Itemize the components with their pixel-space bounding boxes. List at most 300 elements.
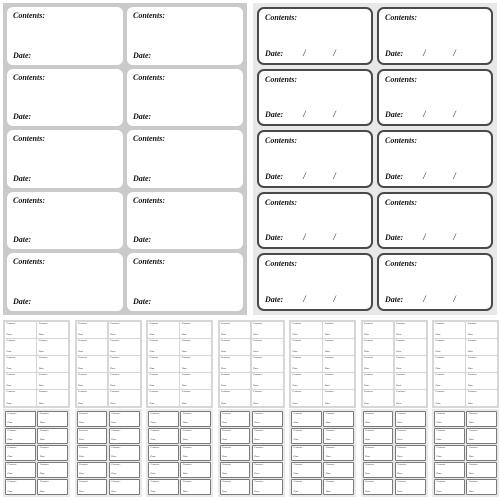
thumbnail-date-label: Date:	[396, 384, 402, 388]
thumbnail-contents-label: Contents:	[181, 373, 192, 377]
thumbnail-contents-label: Contents:	[365, 412, 375, 415]
thumbnail-date-label: Date:	[365, 489, 371, 493]
thumbnail-label	[323, 373, 354, 389]
thumbnail-contents-label: Contents:	[150, 429, 160, 433]
thumbnail-label	[395, 462, 426, 478]
thumbnail-contents-label: Contents:	[293, 412, 303, 415]
thumbnail-label	[466, 390, 497, 406]
thumbnail-sheet	[289, 409, 356, 497]
thumbnail-contents-label: Contents:	[221, 339, 231, 343]
thumbnail-contents-label: Contents:	[221, 356, 231, 360]
thumbnail-date-label: Date:	[436, 438, 442, 442]
label-box	[7, 253, 123, 311]
thumbnail-label	[77, 356, 108, 372]
thumbnail-date-label: Date:	[435, 333, 441, 337]
thumbnail-contents-label: Contents:	[39, 412, 50, 415]
thumbnail-date-label: Date:	[253, 367, 259, 371]
thumbnail-date-label: Date:	[467, 384, 474, 388]
contents-label: Contents:	[13, 72, 46, 82]
thumbnail-label	[109, 356, 140, 372]
thumbnail-contents-label: Contents:	[396, 390, 406, 394]
thumbnail-label	[252, 339, 283, 355]
thumbnail-date-label: Date:	[324, 367, 331, 371]
thumbnail-contents-label: Contents:	[467, 339, 478, 343]
date-slash: /	[333, 170, 336, 181]
thumbnail-date-label: Date:	[182, 489, 189, 493]
thumbnail-contents-label: Contents:	[364, 356, 374, 360]
thumbnail-label	[363, 356, 394, 372]
label-box	[377, 130, 493, 188]
thumbnail-date-label: Date:	[150, 489, 156, 493]
thumbnail-label	[77, 411, 108, 427]
thumbnail-label	[323, 445, 354, 461]
thumbnail-date-label: Date:	[468, 455, 475, 459]
thumbnail-contents-label: Contents:	[182, 429, 193, 433]
thumbnail-date-label: Date:	[182, 472, 189, 476]
thumbnail-label	[5, 479, 36, 495]
thumbnail-date-label: Date:	[111, 489, 117, 493]
contents-label: Contents:	[385, 74, 418, 84]
thumbnail-date-label: Date:	[221, 384, 227, 388]
thumbnail-date-label: Date:	[435, 350, 441, 354]
thumbnail-label	[37, 390, 68, 406]
thumbnail-contents-label: Contents:	[397, 480, 407, 484]
thumbnail-label	[37, 479, 68, 495]
date-slash: /	[303, 47, 306, 58]
thumbnail-label	[180, 356, 211, 372]
label-box	[377, 192, 493, 250]
label-box	[127, 192, 243, 250]
date-slash: /	[423, 47, 426, 58]
thumbnail-date-label: Date:	[435, 367, 441, 371]
thumbnail-label	[148, 428, 179, 444]
thumbnail-date-label: Date:	[397, 472, 403, 476]
thumbnail-label	[5, 445, 36, 461]
contents-label: Contents:	[13, 257, 46, 267]
thumbnail-contents-label: Contents:	[110, 356, 120, 360]
thumbnail-label	[5, 411, 36, 427]
thumbnail-date-label: Date:	[38, 401, 45, 405]
thumbnail-label	[109, 322, 140, 338]
date-label: Date:	[385, 171, 404, 181]
thumbnail-contents-label: Contents:	[467, 322, 478, 325]
thumbnail-contents-label: Contents:	[38, 356, 49, 360]
thumbnail-label	[291, 390, 322, 406]
thumbnail-date-label: Date:	[467, 333, 474, 337]
thumbnail-date-label: Date:	[111, 455, 117, 459]
thumbnail-label	[466, 339, 497, 355]
thumbnail-date-label: Date:	[222, 489, 228, 493]
thumbnail-sheet	[146, 409, 213, 497]
thumbnail-date-label: Date:	[253, 384, 259, 388]
thumbnail-sheet	[3, 409, 70, 497]
thumbnail-label	[37, 373, 68, 389]
thumbnail-label	[395, 322, 426, 338]
label-box	[257, 253, 373, 311]
thumbnail-contents-label: Contents:	[292, 322, 302, 325]
thumbnail-label	[77, 373, 108, 389]
thumbnail-label	[434, 390, 465, 406]
thumbnail-label	[37, 428, 68, 444]
thumbnail-date-label: Date:	[111, 472, 117, 476]
date-slash: /	[303, 109, 306, 120]
thumbnail-label	[466, 479, 497, 495]
thumbnail-label	[363, 462, 394, 478]
thumbnail-contents-label: Contents:	[182, 463, 193, 467]
thumbnail-contents-label: Contents:	[149, 339, 159, 343]
thumbnail-contents-label: Contents:	[468, 429, 479, 433]
thumbnail-contents-label: Contents:	[7, 480, 17, 484]
thumbnail-date-label: Date:	[253, 333, 259, 337]
thumbnail-contents-label: Contents:	[149, 373, 159, 377]
thumbnail-date-label: Date:	[324, 350, 331, 354]
thumbnail-date-label: Date:	[364, 350, 370, 354]
thumbnail-label	[363, 428, 394, 444]
date-label: Date:	[133, 112, 152, 122]
thumbnail-date-label: Date:	[293, 455, 299, 459]
thumbnail-contents-label: Contents:	[78, 390, 88, 394]
thumbnail-date-label: Date:	[110, 384, 116, 388]
thumbnail-label	[220, 373, 251, 389]
date-label: Date:	[13, 173, 32, 183]
thumbnail-contents-label: Contents:	[365, 480, 375, 484]
thumbnail-label	[220, 445, 251, 461]
thumbnail-sheet	[361, 409, 428, 497]
thumbnail-contents-label: Contents:	[78, 356, 88, 360]
thumbnail-contents-label: Contents:	[292, 390, 302, 394]
thumbnail-date-label: Date:	[7, 472, 13, 476]
contents-label: Contents:	[133, 134, 166, 144]
thumbnail-contents-label: Contents:	[397, 463, 407, 467]
thumbnail-date-label: Date:	[325, 472, 332, 476]
thumbnail-contents-label: Contents:	[254, 480, 264, 484]
thumbnail-label	[466, 445, 497, 461]
thumbnail-label	[109, 479, 140, 495]
thumbnail-contents-label: Contents:	[396, 339, 406, 343]
thumbnail-label	[180, 339, 211, 355]
contents-label: Contents:	[385, 13, 418, 22]
thumbnail-label	[466, 356, 497, 372]
thumbnail-label	[77, 322, 108, 338]
thumbnail-sheet	[432, 320, 499, 408]
date-label: Date:	[13, 235, 32, 245]
contents-label: Contents:	[385, 259, 418, 269]
thumbnail-label	[395, 479, 426, 495]
thumbnail-label	[37, 462, 68, 478]
thumbnail-contents-label: Contents:	[397, 446, 407, 450]
thumbnail-contents-label: Contents:	[293, 429, 303, 433]
thumbnail-contents-label: Contents:	[150, 412, 160, 415]
sheet-plain-labels	[3, 3, 247, 315]
thumbnail-label	[434, 479, 465, 495]
date-label: Date:	[265, 48, 284, 58]
thumbnail-date-label: Date:	[78, 401, 84, 405]
contents-label: Contents:	[265, 74, 298, 84]
date-label: Date:	[265, 233, 284, 243]
thumbnail-sheet	[75, 320, 142, 408]
thumbnail-label	[466, 462, 497, 478]
date-label: Date:	[265, 110, 284, 120]
date-slash: /	[453, 293, 456, 304]
thumbnail-contents-label: Contents:	[181, 339, 192, 343]
thumbnail-date-label: Date:	[149, 350, 155, 354]
thumbnail-contents-label: Contents:	[364, 339, 374, 343]
thumbnail-contents-label: Contents:	[111, 480, 121, 484]
thumbnail-date-label: Date:	[78, 367, 84, 371]
thumbnail-date-label: Date:	[221, 401, 227, 405]
thumbnail-label	[434, 356, 465, 372]
date-label: Date:	[385, 48, 404, 58]
label-box	[127, 253, 243, 311]
date-label: Date:	[133, 235, 152, 245]
thumbnail-label	[291, 411, 322, 427]
date-slash: /	[333, 232, 336, 243]
thumbnail-label	[220, 462, 251, 478]
thumbnail-contents-label: Contents:	[150, 463, 160, 467]
thumbnail-label	[323, 322, 354, 338]
thumbnail-contents-label: Contents:	[436, 429, 446, 433]
thumbnail-contents-label: Contents:	[292, 356, 302, 360]
thumbnail-date-label: Date:	[254, 472, 260, 476]
thumbnail-contents-label: Contents:	[293, 446, 303, 450]
date-slash: /	[333, 293, 336, 304]
thumbnail-contents-label: Contents:	[325, 412, 336, 415]
date-slash: /	[423, 170, 426, 181]
thumbnail-label	[466, 411, 497, 427]
contents-label: Contents:	[13, 195, 46, 205]
thumbnail-label	[37, 339, 68, 355]
thumbnail-contents-label: Contents:	[78, 322, 88, 325]
thumbnail-label	[252, 479, 283, 495]
thumbnail-label	[77, 462, 108, 478]
date-slash: /	[453, 47, 456, 58]
thumbnail-label	[252, 390, 283, 406]
thumbnail-date-label: Date:	[292, 401, 298, 405]
thumbnail-label	[395, 339, 426, 355]
thumbnail-date-label: Date:	[325, 421, 332, 425]
thumbnail-contents-label: Contents:	[79, 412, 89, 415]
thumbnail-date-label: Date:	[182, 438, 189, 442]
thumbnail-date-label: Date:	[222, 421, 228, 425]
thumbnail-sheet	[289, 320, 356, 408]
thumbnail-date-label: Date:	[468, 472, 475, 476]
thumbnail-contents-label: Contents:	[324, 322, 335, 325]
thumbnail-label	[77, 445, 108, 461]
date-slash: /	[303, 293, 306, 304]
thumbnail-label	[323, 428, 354, 444]
thumbnail-date-label: Date:	[150, 438, 156, 442]
thumbnail-date-label: Date:	[6, 401, 12, 405]
thumbnail-contents-label: Contents:	[436, 463, 446, 467]
thumbnail-label	[37, 445, 68, 461]
thumbnail-label	[5, 428, 36, 444]
thumbnail-label	[323, 479, 354, 495]
label-box	[127, 7, 243, 65]
thumbnail-date-label: Date:	[6, 384, 12, 388]
thumbnail-label	[252, 322, 283, 338]
thumbnail-contents-label: Contents:	[110, 373, 120, 377]
thumbnail-label	[220, 339, 251, 355]
thumbnail-contents-label: Contents:	[436, 446, 446, 450]
thumbnail-contents-label: Contents:	[468, 463, 479, 467]
thumbnail-label	[395, 390, 426, 406]
date-slash: /	[303, 170, 306, 181]
thumbnail-contents-label: Contents:	[6, 339, 16, 343]
label-box	[377, 69, 493, 127]
thumbnail-label	[363, 390, 394, 406]
thumbnail-date-label: Date:	[7, 455, 13, 459]
thumbnail-sheet	[432, 409, 499, 497]
thumbnail-label	[363, 373, 394, 389]
thumbnail-label	[77, 339, 108, 355]
thumbnail-contents-label: Contents:	[39, 463, 50, 467]
thumbnail-contents-label: Contents:	[435, 339, 445, 343]
thumbnail-label	[220, 411, 251, 427]
thumbnail-date-label: Date:	[364, 384, 370, 388]
thumbnail-label	[148, 462, 179, 478]
thumbnail-date-label: Date:	[254, 489, 260, 493]
thumbnail-contents-label: Contents:	[468, 412, 479, 415]
thumbnail-label	[252, 445, 283, 461]
thumbnail-contents-label: Contents:	[38, 339, 49, 343]
thumbnail-contents-label: Contents:	[222, 446, 232, 450]
thumbnail-contents-label: Contents:	[6, 373, 16, 377]
thumbnail-date-label: Date:	[182, 455, 189, 459]
contents-label: Contents:	[385, 136, 418, 146]
thumbnail-date-label: Date:	[222, 438, 228, 442]
thumbnail-date-label: Date:	[396, 350, 402, 354]
thumbnail-label	[148, 373, 179, 389]
date-label: Date:	[133, 50, 152, 60]
thumbnail-label	[180, 462, 211, 478]
thumbnail-label	[252, 411, 283, 427]
thumbnail-contents-label: Contents:	[79, 480, 89, 484]
thumbnail-date-label: Date:	[397, 438, 403, 442]
thumbnail-label	[323, 411, 354, 427]
thumbnail-contents-label: Contents:	[324, 373, 335, 377]
thumbnail-label	[252, 356, 283, 372]
thumbnail-label	[220, 479, 251, 495]
thumbnail-contents-label: Contents:	[436, 412, 446, 415]
thumbnail-date-label: Date:	[6, 367, 12, 371]
date-label: Date:	[265, 171, 284, 181]
thumbnail-contents-label: Contents:	[149, 390, 159, 394]
thumbnail-sheet	[361, 320, 428, 408]
thumbnail-contents-label: Contents:	[38, 390, 49, 394]
thumbnail-date-label: Date:	[365, 438, 371, 442]
thumbnail-contents-label: Contents:	[397, 412, 407, 415]
thumbnail-contents-label: Contents:	[325, 480, 336, 484]
thumbnail-label	[37, 411, 68, 427]
contents-label: Contents:	[265, 13, 298, 22]
thumbnail-date-label: Date:	[221, 367, 227, 371]
date-slash: /	[333, 109, 336, 120]
thumbnail-label	[395, 373, 426, 389]
thumbnail-contents-label: Contents:	[78, 373, 88, 377]
thumbnail-contents-label: Contents:	[39, 429, 50, 433]
thumbnail-contents-label: Contents:	[364, 373, 374, 377]
thumbnail-label	[323, 390, 354, 406]
thumbnail-contents-label: Contents:	[253, 373, 263, 377]
thumbnail-date-label: Date:	[38, 350, 45, 354]
thumbnail-contents-label: Contents:	[397, 429, 407, 433]
label-box	[127, 69, 243, 127]
date-label: Date:	[265, 294, 284, 304]
thumbnail-date-label: Date:	[396, 333, 402, 337]
thumbnail-label	[109, 339, 140, 355]
thumbnail-date-label: Date:	[325, 489, 332, 493]
thumbnail-contents-label: Contents:	[467, 390, 478, 394]
thumbnail-date-label: Date:	[221, 350, 227, 354]
thumbnail-label	[434, 373, 465, 389]
thumbnail-label	[109, 445, 140, 461]
thumbnail-label	[148, 479, 179, 495]
thumbnail-date-label: Date:	[365, 455, 371, 459]
thumbnail-label	[37, 356, 68, 372]
thumbnail-sheet	[146, 320, 213, 408]
thumbnail-date-label: Date:	[7, 489, 13, 493]
thumbnail-date-label: Date:	[467, 367, 474, 371]
thumbnail-label	[180, 479, 211, 495]
date-label: Date:	[133, 296, 152, 306]
thumbnail-contents-label: Contents:	[396, 373, 406, 377]
thumbnail-label	[434, 462, 465, 478]
date-label: Date:	[13, 112, 32, 122]
thumbnail-contents-label: Contents:	[435, 390, 445, 394]
thumbnail-date-label: Date:	[254, 421, 260, 425]
thumbnail-label	[395, 356, 426, 372]
thumbnail-label	[395, 428, 426, 444]
thumbnail-date-label: Date:	[79, 472, 85, 476]
thumbnail-date-label: Date:	[397, 455, 403, 459]
thumbnail-contents-label: Contents:	[292, 339, 302, 343]
contents-label: Contents:	[133, 72, 166, 82]
thumbnail-date-label: Date:	[293, 421, 299, 425]
thumbnail-label	[363, 339, 394, 355]
thumbnail-contents-label: Contents:	[293, 480, 303, 484]
thumbnail-contents-label: Contents:	[78, 339, 88, 343]
thumbnail-label	[180, 445, 211, 461]
thumbnail-date-label: Date:	[435, 401, 441, 405]
thumbnail-date-label: Date:	[396, 401, 402, 405]
thumbnail-date-label: Date:	[222, 472, 228, 476]
thumbnail-sheet	[75, 409, 142, 497]
thumbnail-label	[291, 356, 322, 372]
thumbnail-date-label: Date:	[149, 384, 155, 388]
thumbnail-label	[5, 356, 36, 372]
thumbnail-contents-label: Contents:	[7, 446, 17, 450]
thumbnail-label	[363, 411, 394, 427]
thumbnail-date-label: Date:	[254, 438, 260, 442]
thumbnail-date-label: Date:	[467, 350, 474, 354]
date-slash: /	[303, 232, 306, 243]
thumbnail-date-label: Date:	[364, 333, 370, 337]
thumbnail-label	[323, 339, 354, 355]
thumbnail-contents-label: Contents:	[396, 322, 406, 325]
thumbnail-contents-label: Contents:	[324, 339, 335, 343]
thumbnail-contents-label: Contents:	[364, 390, 374, 394]
thumbnail-date-label: Date:	[365, 472, 371, 476]
thumbnail-contents-label: Contents:	[293, 463, 303, 467]
thumbnail-label	[180, 390, 211, 406]
thumbnail-contents-label: Contents:	[222, 429, 232, 433]
thumbnail-contents-label: Contents:	[222, 480, 232, 484]
thumbnail-label	[37, 322, 68, 338]
thumbnail-contents-label: Contents:	[7, 429, 17, 433]
label-box	[127, 130, 243, 188]
thumbnail-contents-label: Contents:	[254, 429, 264, 433]
thumbnail-date-label: Date:	[397, 421, 403, 425]
